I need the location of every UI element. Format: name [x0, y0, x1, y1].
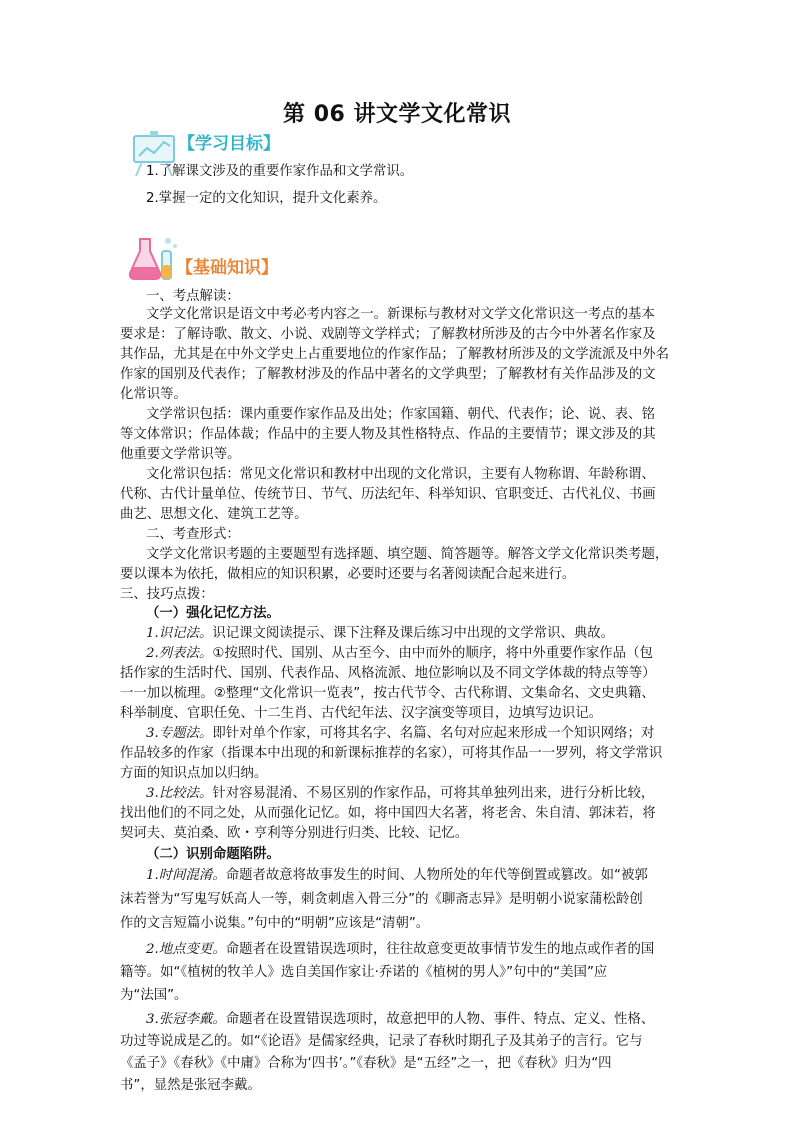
section-heading: 三、技巧点拨：	[120, 587, 214, 602]
trap-lead: 2.地点变更。	[146, 942, 226, 957]
paragraph-line: 代称、古代计量单位、传统节日、节气、历法纪年、科举知识、官职变迁、古代礼仪、书画	[120, 487, 656, 502]
paragraph-line: 文学文化常识考题的主要题型有选择题、填空题、简答题等。解答文学文化常识类考题，	[146, 547, 669, 562]
paragraph-line: 作的文言短篇小说集。”句中的“明朝”应该是“清朝”。	[120, 916, 430, 931]
goal-item: 1.了解课文涉及的重要作家作品和文学常识。	[146, 164, 414, 179]
trap-item	[146, 1010, 706, 1031]
paragraph-line: 括作家的生活时代、国别、代表作品、风格流派、地位影响以及不同文学体裁的特点等等）	[120, 666, 656, 681]
section-heading: 二、考查形式：	[146, 527, 240, 542]
paragraph-line: 文学常识包括：课内重要作家作品及出处；作家国籍、朝代、代表作；论、说、表、铭	[146, 407, 655, 422]
paragraph-line: 作家的国别及代表作；了解教材涉及的作品中著名的文学典型；了解教材有关作品涉及的文	[120, 367, 656, 382]
trap-text: 命题者在设置错误选项时，往往故意变更故事情节发生的地点或作者的国	[225, 942, 655, 957]
page-title: 第 06 讲文学文化常识	[283, 102, 511, 127]
paragraph-line: 作品较多的作家（指课本中出现的和新课标推荐的名家），可将其作品一一罗列，将文学常识	[120, 746, 663, 761]
goal-item: 2.掌握一定的文化知识，提升文化素养。	[146, 191, 387, 206]
paragraph-line: 方面的知识点加以归纳。	[120, 766, 268, 781]
paragraph-line: 一一加以梳理。②整理“文化常识一览表”，按古代节令、古代称谓、文集命名、文史典籍、	[120, 686, 655, 701]
method-item	[146, 784, 706, 805]
paragraph-line: 要以课本为依托，做相应的知识积累，必要时还要与名著阅读配合起来进行。	[120, 567, 576, 582]
trap-text: 命题者故意将故事发生的时间、人物所处的年代等倒置或篡改。如“被郭	[225, 868, 648, 883]
trap-text: 命题者在设置错误选项时，故意把甲的人物、事件、特点、定义、性格、	[225, 1012, 655, 1027]
paragraph-line: 其作品，尤其是在中外文学史上占重要地位的作家作品；了解教材所涉及的文学流派及中外名	[120, 347, 670, 362]
paragraph-line: 书”，显然是张冠李戴。	[120, 1078, 261, 1093]
paragraph-line: 他重要文学常识等。	[120, 447, 241, 462]
method-lead: 2.列表法。	[146, 646, 213, 661]
method-text: ①按照时代、国别、从古至今、由中而外的顺序，将中外重要作家作品（包	[212, 646, 653, 661]
paragraph-line: 要求是：了解诗歌、散文、小说、戏剧等文学样式；了解教材所涉及的古今中外著名作家及	[120, 327, 656, 342]
paragraph-line: 契诃夫、莫泊桑、欧・亨利等分别进行归类、比较、记忆。	[120, 826, 469, 841]
method-item	[146, 624, 706, 645]
paragraph-line: 化常识等。	[120, 387, 187, 402]
paragraph-line: 《孟子》《春秋》《中庸》合称为‘四书’。”《春秋》是“五经”之一，把《春秋》归为“四	[120, 1056, 612, 1071]
trap-item	[146, 866, 706, 887]
paragraph-line: 功过等说成是乙的。如“《论语》是儒家经典，记录了春秋时期孔子及其弟子的言行。它与	[120, 1034, 643, 1049]
paragraph-line: 找出他们的不同之处，从而强化记忆。如，将中国四大名著，将老舍、朱自清、郭沫若，将	[120, 806, 656, 821]
paragraph-line: 文化常识包括：常见文化常识和教材中出现的文化常识，主要有人物称谓、年龄称谓、	[146, 467, 655, 482]
flask-icon	[128, 233, 180, 283]
paragraph-line: 等文体常识；作品体裁；作品中的主要人物及其性格特点、作品的主要情节；课文涉及的其	[120, 427, 656, 442]
method-lead: 3.比较法。	[146, 786, 213, 801]
method-text: 即针对单个作家，可将其名字、名篇、名句对应起来形成一个知识网络；对	[212, 726, 655, 741]
paragraph-line: 文学文化常识是语文中考必考内容之一。新课标与教材对文学文化常识这一考点的基本	[146, 307, 655, 322]
paragraph-line: 沫若誉为“写鬼写妖高人一等，刺贪刺虐入骨三分”的《聊斋志异》是明朝小说家蒲松龄创	[120, 892, 643, 907]
paragraph-line: 籍等。如“《植树的牧羊人》选自美国作家让·乔诺的《植树的男人》”句中的“美国”应	[120, 965, 608, 980]
paragraph-line: 曲艺、思想文化、建筑工艺等。	[120, 507, 308, 522]
paragraph-line: 为“法国”。	[120, 988, 188, 1003]
method-item	[146, 724, 706, 745]
method-text: 针对容易混淆、不易区别的作家作品，可将其单独列出来，进行分析比较，	[212, 786, 655, 801]
method-lead: 1.识记法。	[146, 626, 213, 641]
trap-lead: 3.张冠李戴。	[146, 1012, 226, 1027]
paragraph-line: 科举制度、官职任免、十二生肖、古代纪年法、汉字演变等项目，边填写边识记。	[120, 706, 603, 721]
learning-goals-tag: 【学习目标】	[178, 134, 280, 154]
subsection-heading: （一）强化记忆方法。	[146, 606, 280, 621]
trap-item	[146, 940, 706, 961]
trap-lead: 1.时间混淆。	[146, 868, 226, 883]
subsection-heading: （二）识别命题陷阱。	[146, 847, 280, 862]
method-item	[146, 644, 706, 665]
method-lead: 3.专题法。	[146, 726, 213, 741]
basic-knowledge-tag: 【基础知识】	[176, 258, 278, 278]
section-heading: 一、考点解读：	[146, 289, 240, 304]
method-text: 识记课文阅读提示、课下注释及课后练习中出现的文学常识、典故。	[212, 626, 615, 641]
